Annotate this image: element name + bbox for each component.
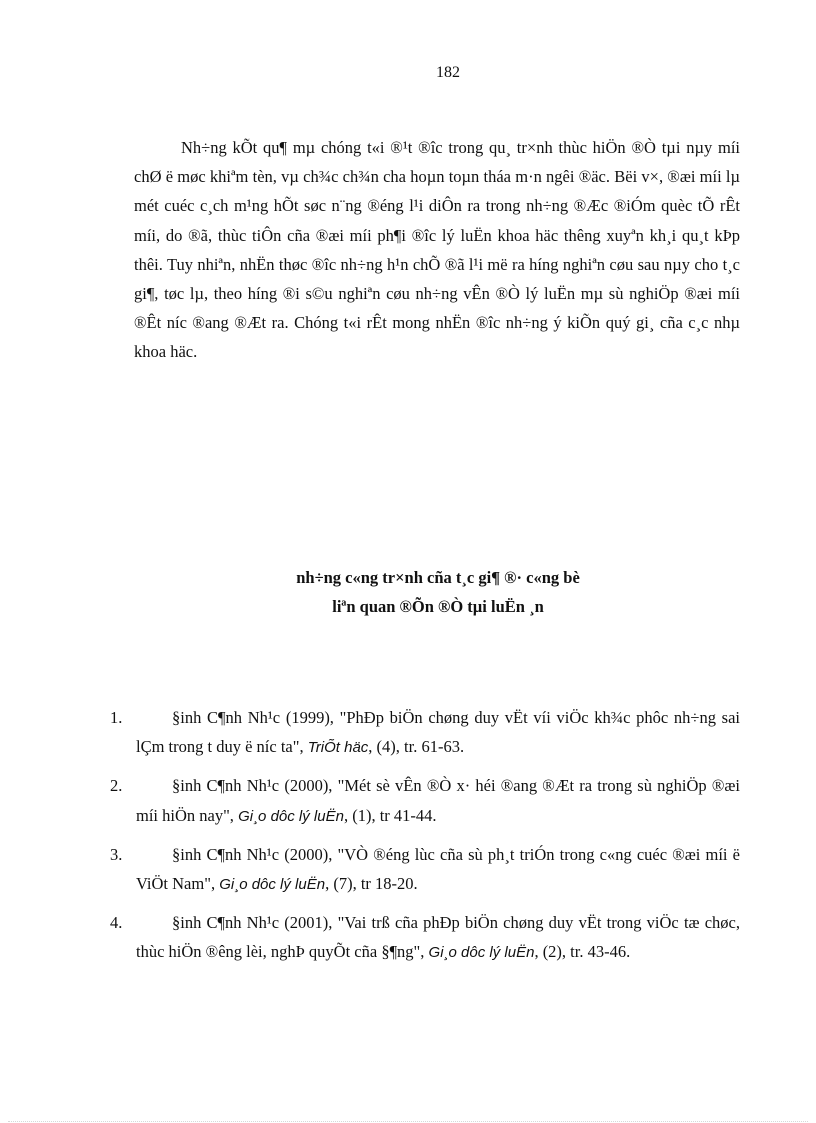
reference-item [110,771,740,830]
page-number: 182 [436,64,460,81]
page-bottom-divider [8,1121,808,1122]
reference-number: 3. [110,844,123,864]
reference-journal: Gi¸o dôc lý luËn [219,876,326,894]
reference-text [136,908,740,967]
reference-number: 2. [110,776,123,796]
section-heading [200,563,676,621]
reference-item [110,908,740,967]
reference-journal: Gi¸o dôc lý luËn [428,944,535,962]
reference-citation: §inh C¶nh Nh¹c (2000), "VÒ ®éng lùc cña sù ph¸t triÓn trong c«ng cuéc ®æi míi ë ViÖt Nam", [136,844,740,894]
reference-citation: §inh C¶nh Nh¹c (2000), "Mét sè vÊn ®Ò x· héi ®ang ®Æt ra trong sù nghiÖp ®æi míi hiÖn nay", [136,776,740,825]
reference-journal: TriÕt häc [307,739,369,757]
section-heading-line-2: liªn quan ®Õn ®Ò tµi luËn ¸n [332,597,544,616]
reference-text [136,703,740,762]
reference-pages: , (1), tr 41-44. [343,805,437,825]
reference-journal: Gi¸o dôc lý luËn [238,807,344,825]
reference-item [110,840,740,899]
reference-item [110,703,740,762]
reference-citation: §inh C¶nh Nh¹c (2001), "Vai trß cña phÐp biÖn chøng duy vËt trong viÖc tæ chøc, thùc hiÖn ®êng lèi, nghÞ quyÕt cña §¶ng", [136,913,740,962]
reference-pages: , (2), tr. 43-46. [534,942,631,962]
reference-citation: §inh C¶nh Nh¹c (1999), "PhÐp biÖn chøng duy vËt víi viÖc kh¾c phôc nh÷ng sai lÇm trong t duy ë níc ta", [136,708,740,757]
section-heading-line-1: nh÷ng c«ng tr×nh cña t¸c gi¶ ®· c«ng bè [296,568,580,587]
reference-text [136,771,740,830]
reference-pages: , (7), tr 18-20. [325,874,418,894]
reference-pages: , (4), tr. 61-63. [368,737,465,757]
body-paragraph: Nh÷ng kÕt qu¶ mµ chóng t«i ®¹t ®îc trong qu¸ tr×nh thùc hiÖn ®Ò tµi nµy míi chØ ë møc khiªm tèn, vµ ch¾c ch¾n cha hoµn toµn tháa m·n ngêi ®äc. Bëi v×, ®æi míi lµ mét cuéc c¸ch m¹ng hÕt søc n¨ng ®éng l¹i diÔn ra trong nh÷ng ®Æc ®iÓm quèc tÕ rÊt míi, do ®ã, thùc tiÔn cña ®æi míi ph¶i ®îc lý luËn khoa häc thêng xuyªn kh¸i qu¸t kÞp thêi. Tuy nhiªn, nhËn thøc ®îc nh÷ng h¹n chÕ ®ã l¹i më ra híng nghiªn cøu sau nµy cho t¸c gi¶, tøc lµ, theo híng ®i s©u nghiªn cøu nh÷ng vÊn ®Ò lý luËn mµ sù nghiÖp ®æi míi ®Êt níc ®ang ®Æt ra. Chóng t«i rÊt mong nhËn ®îc nh÷ng ý kiÕn quý gi¸ cña c¸c nhµ khoa häc. [134,138,740,362]
reference-text [136,840,740,899]
reference-list [110,703,740,977]
reference-number: 1. [110,708,123,727]
reference-number: 4. [110,913,123,933]
